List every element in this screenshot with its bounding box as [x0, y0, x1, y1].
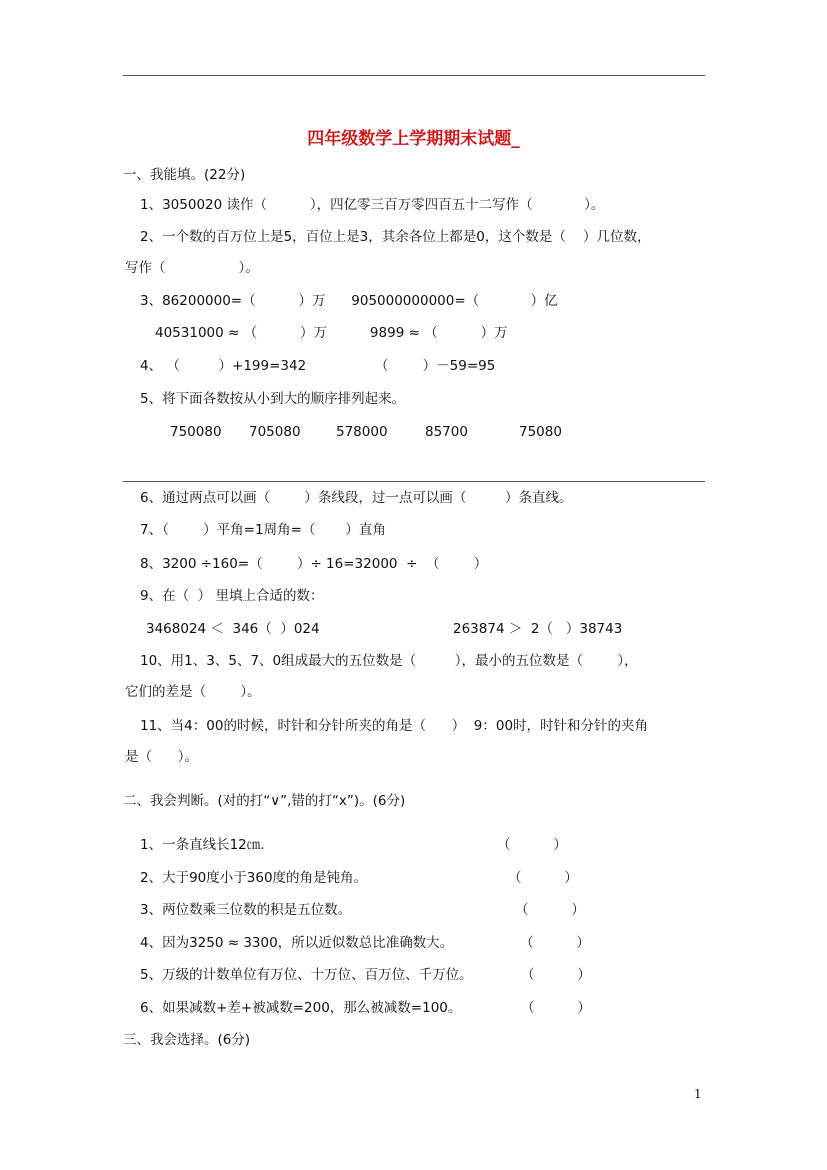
judge-item: 6、如果减数+差+被减数=200，那么被减数=100。	[140, 1000, 462, 1016]
judge-item: 5、万级的计数单位有万位、十万位、百万位、千万位。	[140, 967, 473, 983]
question-5-number: 75080	[519, 424, 562, 440]
question-5-number: 750080	[170, 424, 222, 440]
question-7: 7、（ ）平角=1周角=（ ）直角	[140, 522, 386, 538]
question-4: 4、 （ ）+199=342 （ ）－59=95	[140, 358, 496, 374]
question-1: 1、3050020 读作（ ），四亿零三百万零四百五十二写作（ ）。	[140, 197, 605, 213]
judge-answer-paren: （ ）	[520, 935, 590, 951]
question-2-line1: 2、一个数的百万位上是5，百位上是3，其余各位上都是0，这个数是（ ）几位数，	[140, 229, 651, 245]
section-3-heading: 三、我会选择。(6分)	[123, 1032, 251, 1048]
judge-item: 4、因为3250 ≈ 3300，所以近似数总比准确数大。	[140, 935, 454, 951]
judge-answer-paren: （ ）	[521, 967, 591, 983]
judge-item: 1、一条直线长12㎝.	[140, 837, 265, 853]
section-1-heading: 一、我能填。(22分)	[123, 167, 246, 183]
judge-answer-paren: （ ）	[497, 837, 567, 853]
judge-item: 2、大于90度小于360度的角是钝角。	[140, 870, 368, 886]
question-5-number: 578000	[336, 424, 388, 440]
question-10-line2: 它们的差是（ ）。	[125, 684, 261, 700]
page-number: 1	[694, 1087, 702, 1101]
judge-answer-paren: （ ）	[508, 870, 578, 886]
document-title: 四年级数学上学期期末试题_	[307, 129, 520, 149]
question-9-right: 263874 ＞ 2（ ）38743	[453, 621, 623, 637]
question-9: 9、在（ ） 里填上合适的数：	[140, 588, 324, 604]
question-3-line2: 40531000 ≈ （ ）万 9899 ≈ （ ）万	[155, 325, 508, 341]
divider-rule	[123, 481, 705, 482]
question-6: 6、通过两点可以画（ ）条线段，过一点可以画（ ）条直线。	[140, 490, 573, 506]
header-rule	[123, 75, 705, 76]
question-9-left: 3468024 ＜ 346（ ）024	[146, 621, 320, 637]
question-11-line1: 11、当4：00的时候，时针和分针所夹的角是（ ） 9：00时，时针和分针的夹角	[140, 718, 649, 734]
question-10-line1: 10、用1、3、5、7、0组成最大的五位数是（ ），最小的五位数是（ ），	[140, 653, 638, 669]
judge-answer-paren: （ ）	[515, 902, 585, 918]
judge-answer-paren: （ ）	[521, 1000, 591, 1016]
question-11-line2: 是（ ）。	[125, 749, 198, 765]
question-5-number: 705080	[249, 424, 301, 440]
question-2-line2: 写作（ ）。	[125, 260, 259, 276]
question-5: 5、将下面各数按从小到大的顺序排列起来。	[140, 391, 406, 407]
section-2-heading: 二、我会判断。(对的打“∨”,错的打“x”)。(6分)	[123, 793, 406, 809]
question-8: 8、3200 ÷160=（ ）÷ 16=32000 ÷ （ ）	[140, 556, 488, 572]
question-5-number: 85700	[425, 424, 468, 440]
question-3-line1: 3、86200000=（ ）万 905000000000=（ ）亿	[140, 293, 558, 309]
judge-item: 3、两位数乘三位数的积是五位数。	[140, 902, 352, 918]
